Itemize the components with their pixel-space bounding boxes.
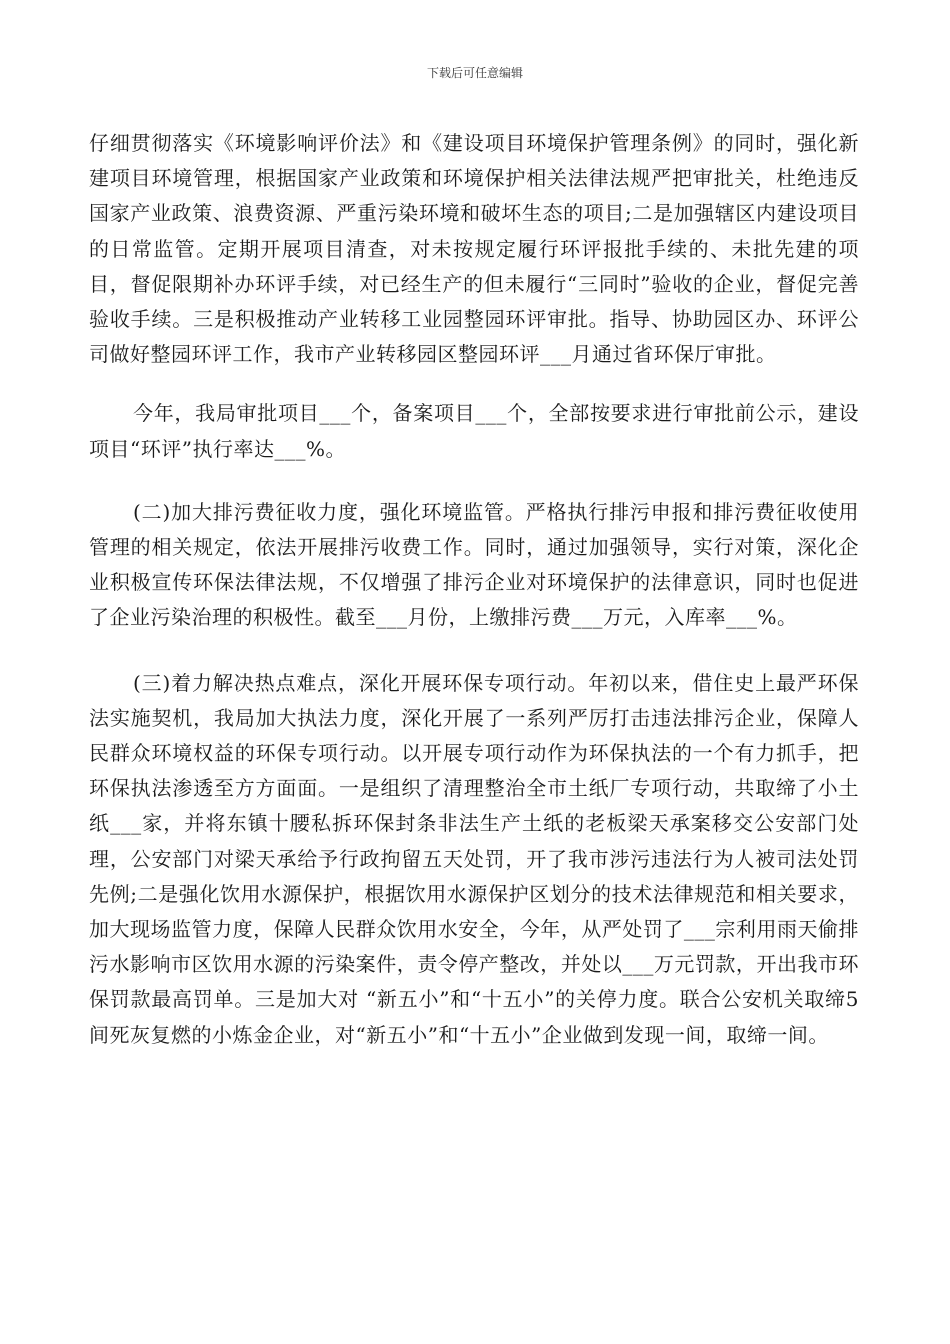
page-header: 下载后可任意编辑: [426, 66, 523, 80]
paragraph-4: (三)着力解决热点难点，深化开展环保专项行动。年初以来，借住史上最严环保法实施契机，我局加大执法力度，深化开展了一系列严厉打击违法排污企业，保障人民群众环境权益的环保专项行动。以开展专项行动作为环保执法的一个有力抓手，把环保执法渗透至方方面面。一是组织了清理整治全市土纸厂专项行动，共取缔了小土纸___家，并将东镇十腰私拆环保封条非法生产土纸的老板梁天承案移交公安部门处理，公安部门对梁天承给予行政拘留五天处罚，开了我市涉污违法行为人被司法处罚先例;二是强化饮用水源保护，根据饮用水源保护区划分的技术法律规范和相关要求，加大现场监管力度，保障人民群众饮用水安全，今年，从严处罚了___宗利用雨天偷排污水影响市区饮用水源的污染案件，责令停产整改，并处以___万元罚款，开出我市环保罚款最高罚单。三是加大对 “新五小”和“十五小”的关停力度。联合公安机关取缔5间死灰复燃的小炼金企业，对“新五小”和“十五小”企业做到发现一间，取缔一间。: [89, 670, 859, 1047]
document-body: [89, 126, 859, 1053]
paragraph-2: 今年，我局审批项目___个，备案项目___个，全部按要求进行审批前公示，建设项目“环评”执行率达___%。: [89, 401, 859, 461]
paragraph-3: (二)加大排污费征收力度，强化环境监管。严格执行排污申报和排污费征收使用管理的相关规定，依法开展排污收费工作。同时，通过加强领导，实行对策，深化企业积极宣传环保法律法规，不仅增强了排污企业对环境保护的法律意识，同时也促进了企业污染治理的积极性。截至___月份，上缴排污费___万元，入库率___%。: [89, 499, 859, 630]
paragraph-1: 仔细贯彻落实《环境影响评价法》和《建设项目环境保护管理条例》的同时，强化新建项目环境管理，根据国家产业政策和环境保护相关法律法规严把审批关，杜绝违反国家产业政策、浪费资源、严重污染环境和破坏生态的项目;二是加强辖区内建设项目的日常监管。定期开展项目清查，对未按规定履行环评报批手续的、未批先建的项目，督促限期补办环评手续，对已经生产的但未履行“三同时”验收的企业，督促完善验收手续。三是积极推动产业转移工业园整园环评审批。指导、协助园区办、环评公司做好整园环评工作，我市产业转移园区整园环评___月通过省环保厅审批。: [89, 131, 859, 367]
